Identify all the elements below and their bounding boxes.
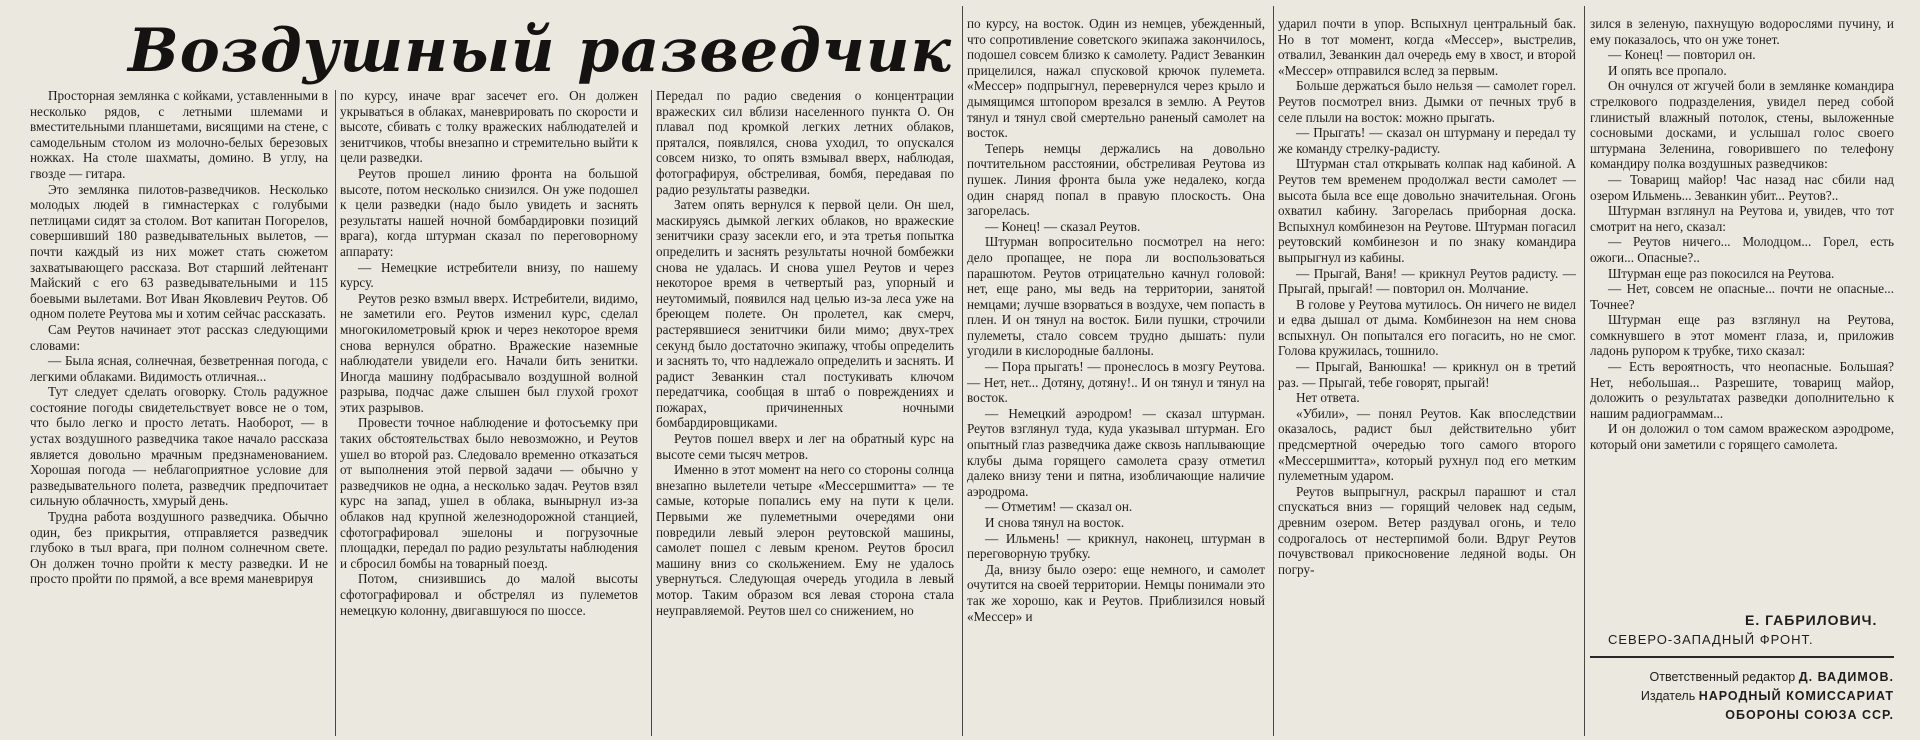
paragraph: — Товарищ майор! Час назад нас сбили над озером Ильмень... Зеванкин убит... Реутов?.. <box>1590 171 1894 203</box>
paragraph: — Прыгать! — сказал он штурману и передал ту же команду стрелку-радисту. <box>1278 125 1576 156</box>
publisher-name-continued: ОБОРОНЫ СОЮЗА ССР. <box>1725 708 1894 722</box>
editor-label: Ответственный редактор <box>1649 670 1796 684</box>
article-column-1 <box>30 88 328 738</box>
paragraph: — Есть вероятность, что неопасные. Большая? Нет, небольшая... Разрешите, товарищ майор, доложить о результатах разведки дополнительно к нашим радиограммам... <box>1590 359 1894 421</box>
paragraph: Штурман взглянул на Реутова и, увидев, что тот смотрит на него, сказал: <box>1590 203 1894 234</box>
dateline-front: СЕВЕРО-ЗАПАДНЫЙ ФРОНТ. <box>1608 632 1814 647</box>
paragraph: — Конец! — сказал Реутов. <box>985 218 1141 234</box>
paragraph: И снова тянул на восток. <box>985 515 1125 530</box>
publisher-line-2 <box>1590 706 1894 725</box>
column-rule <box>1273 6 1274 736</box>
column-rule <box>1584 6 1585 736</box>
paragraph: Он очнулся от жгучей боли в землянке командира стрелкового подразделения, увидел перед собой глинистый влажный потолок, стены, выложенные сосновыми досками, и услышал голос своего штурмана Зеленина, говорившего по телефону командиру полка воздушных разведчиков: <box>1590 78 1894 172</box>
paragraph: Штурман еще раз взглянул на Реутова, сомкнувшего в этот момент глаза, и, приложив ладонь рупором к трубке, тихо сказал: <box>1590 312 1894 359</box>
paragraph: — Ильмень! — крикнул, наконец, штурман в переговорную трубку. <box>967 530 1265 562</box>
paragraph: И опять все пропало. <box>1608 62 1727 78</box>
paragraph: зился в зеленую, пахнущую водорослями пучину, и ему показалось, что он уже тонет. <box>1590 16 1894 47</box>
imprint-divider <box>1590 656 1894 658</box>
paragraph: Больше держаться было нельзя — самолет горел. Реутов посмотрел вниз. Дымки от печных труб в селе плыли на восток: можно прыгать. <box>1278 78 1576 125</box>
paragraph: Реутов пошел вверх и лег на обратный курс на высоте семи тысяч метров. <box>656 431 954 462</box>
paragraph: Потом, снизившись до малой высоты сфотографировал и обстрелял из пулеметов немецкую колонну, двигавшуюся по шоссе. <box>340 571 638 618</box>
paragraph: Штурман стал открывать колпак над кабиной. А Реутов тем временем продолжал вести самолет — высота была все еще довольно значительная. Огонь охватил кабину. Загорелась приборная доска. Вспыхнул комбинезон на Реутове. Штурман погасил реутовский комбинезон и по знаку командира выпрыгнул из кабины. <box>1278 156 1576 265</box>
paragraph: ударил почти в упор. Вспыхнул центральный бак. Но в тот момент, когда «Мессер», выстрелив, отвалил, Зеванкин дал очередь ему в хвост, и второй «Мессер» отправился вслед за первым. <box>1278 16 1576 78</box>
article-column-6 <box>1590 16 1894 604</box>
paragraph: по курсу, на восток. Один из немцев, убежденный, что сопротивление советского экипажа закончилось, подошел совсем близко к самолету. Радист Зеванкин прицелился, нажал спусковой крючок пулемета. «Мессер» подпрыгнул, перевернулся через крыло и дымящимся штопором врезался в землю. А Реутов тянул и тянул свой смертельно раненый самолет на восток. <box>967 16 1265 141</box>
article-column-2 <box>340 88 638 738</box>
paragraph: — Пора прыгать! — пронеслось в мозгу Реутова. — Нет, нет... Дотяну, дотяну!.. И он тянул и тянул на восток. <box>967 359 1265 406</box>
article-column-3 <box>656 88 954 738</box>
paragraph: Реутов прошел линию фронта на большой высоте, потом несколько снизился. Он уже подошел к цели разведки (надо было увидеть и заснять результаты нашей ночной бомбардировки позиций врага), когда штурман сказал по переговорному аппарату: <box>340 165 638 259</box>
paragraph: Штурман еще раз покосился на Реутова. <box>1608 265 1835 281</box>
paragraph: Это землянка пилотов-разведчиков. Несколько молодых людей в гимнастерках с голубыми петлицами сидят за столом. Вот капитан Погорелов, совершивший 180 разведывательных вылетов, — почти каждый из них может стать сюжетом захватывающего рассказа. Вот старший лейтенант Майский с его 63 разведывательными и 115 боевыми вылетами. Вот Иван Яковлевич Реутов. Об одном полете Реутова мы и хотим сейчас рассказать. <box>30 181 328 322</box>
article-headline: Воздушный разведчик <box>128 16 952 86</box>
paragraph: — Отметим! — сказал он. <box>985 499 1133 515</box>
article-column-4 <box>967 16 1265 738</box>
paragraph: Сам Реутов начинает этот рассказ следующими словами: <box>30 321 328 353</box>
imprint-block <box>1590 668 1894 725</box>
paragraph: — Реутов ничего... Молодцом... Горел, есть ожоги... Опасные?.. <box>1590 234 1894 265</box>
paragraph: Нет ответа. <box>1296 390 1360 406</box>
paragraph: Именно в этот момент на него со стороны солнца внезапно вылетели четыре «Мессершмитта» — те самые, которые попались ему на пути к цели. Первыми же пулеметными очередями они повредили левый элерон реутовской машины, самолет пошел с левым креном. Реутов бросил машину вниз со скольжением. Ему не удалось увернуться. Следующая очередь угодила в левый мотор. Таким образом вся левая сторона стала неуправляемой. Реутов шел со снижением, но <box>656 462 954 618</box>
paragraph: — Была ясная, солнечная, безветренная погода, с легкими облаками. Видимость отличная... <box>30 353 328 384</box>
editor-name: Д. ВАДИМОВ. <box>1798 670 1894 684</box>
paragraph: Передал по радио сведения о концентрации вражеских сил вблизи населенного пункта О. Он плавал под кромкой легких летних облаков, прятался, появлялся, снова уходил, то опускался совсем низко, то опять взмывал вверх, наблюдая, фотографируя, обстреливая, бомбя, передавая по радио результаты разведки. <box>656 88 954 197</box>
editor-line <box>1590 668 1894 687</box>
paragraph: по курсу, иначе враг засечет его. Он должен укрываться в облаках, маневрировать по скорости и высоте, сбивать с толку вражеских наблюдателей и зенитчиков, чтобы внезапно и стремительно выйти к цели разведки. <box>340 88 638 166</box>
paragraph: Трудна работа воздушного разведчика. Обычно один, без прикрытия, отправляется разведчик глубоко в тыл врага, при полном солнечном свете. Он должен точно пройти к месту разведки. И не просто пройти по прямой, а все время маневрируя <box>30 509 328 587</box>
paragraph: — Нет, совсем не опасные... почти не опасные... Точнее? <box>1590 281 1894 312</box>
publisher-line <box>1590 687 1894 706</box>
paragraph: Реутов резко взмыл вверх. Истребители, видимо, не заметили его. Реутов изменил курс, сделал многокилометровый крюк и через некоторое время снова вернулся обратно. Вражеские наземные наблюдатели увидели его. Начали бить зенитки. Иногда машину подбрасывало воздушной волной разрыва, подчас даже слышен был глухой грохот этих разрывов. <box>340 290 638 415</box>
column-rule <box>335 90 336 736</box>
publisher-name: НАРОДНЫЙ КОМИССАРИАТ <box>1698 689 1894 703</box>
paragraph: — Конец! — повторил он. <box>1608 47 1756 63</box>
paragraph: Просторная землянка с койками, уставленными в несколько рядов, с летными шлемами и вместительными планшетами, висящими на стене, с самодельным столом из молочно-белых березовых ножках. На столе шахматы, домино. В углу, на гвозде — гитара. <box>30 88 328 181</box>
paragraph: Тут следует сделать оговорку. Столь радужное состояние погоды свидетельствует вовсе не о том, что было легко и просто летать. Наоборот, — в устах воздушного разведчика такое начало рассказа является довольно мрачным предзнаменованием. Хорошая погода — неблагоприятное условие для разведывательного полета, разведчик предпочитает сильную облачность, хмурый день. <box>30 384 328 509</box>
paragraph: В голове у Реутова мутилось. Он ничего не видел и едва дышал от дыма. Комбинезон на нем снова вспыхнул. Он попытался его погасить, но не смог. Голова кружилась, тошнило. <box>1278 296 1576 359</box>
paragraph: — Прыгай, Ванюшка! — крикнул он в третий раз. — Прыгай, тебе говорят, прыгай! <box>1278 359 1576 390</box>
paragraph: «Убили», — понял Реутов. Как впоследствии оказалось, радист был действительно убит предсмертной очередью того самого второго «Мессершмитта», который рухнул под его метким пулеметным ударом. <box>1278 405 1576 484</box>
paragraph: Провести точное наблюдение и фотосъемку при таких обстоятельствах было невозможно, и Реутов ушел во второй раз. Следовало временно отказаться от выполнения этой первой задачи — обычно у разведчиков не одна, а несколько задач. Реутов взял курс на запад, ушел в облака, вынырнул из-за облаков над крупной железнодорожной станцией, сфотографировал эшелоны и погрузочные площадки, передал по радио результаты наблюдения и сбросил бомбы на товарный поезд. <box>340 415 638 571</box>
column-rule <box>651 90 652 736</box>
paragraph: — Прыгай, Ваня! — крикнул Реутов радисту. — Прыгай, прыгай! — повторил он. Молчание. <box>1278 265 1576 297</box>
paragraph: Теперь немцы держались на довольно почтительном расстоянии, обстреливая Реутова из пушек. Линия фронта была уже недалеко, когда один снаряд попал в правую плоскость. Она загорелась. <box>967 140 1265 219</box>
paragraph: Штурман вопросительно посмотрел на него: дело пропащее, не пора ли воспользоваться парашютом. Реутов отрицательно качнул головой: нет, еще рано, мы ведь на территории, занятой немцами; лучше взорваться в воздухе, чем попасть в плен. И он тянул на восток. Били пушки, строчили пулеметы, стало совсем трудно дышать: пули угодили в кислородные баллоны. <box>967 234 1265 359</box>
paragraph: Затем опять вернулся к первой цели. Он шел, маскируясь дымкой легких облаков, но вражеские зенитчики сразу засекли его, и эта третья попытка определить и заснять результаты ночной бомбежки снова не удалась. И снова ушел Реутов и через некоторое время в четвертый раз, упорный и неутомимый, появился над целью из-за леса уже на бреющем полете. Он пролетел, как смерч, растерявшиеся зенитчики били мимо; двух-трех секунд было достаточно экипажу, чтобы определить и заснять то, что надлежало определить и заснять. И радист Зеванкин стал постукивать ключом передатчика, сообщая в штаб о повреждениях и пожарах, причиненных ночными бомбардировщиками. <box>656 197 954 431</box>
paragraph: Реутов выпрыгнул, раскрыл парашют и стал спускаться вниз — горящий человек над седым, древним озером. Ветер раздувал огонь, и тело содрогалось от нестерпимой боли. Вдруг Реутов почувствовал прикосновение ледяной воды. Он погру- <box>1278 483 1576 577</box>
paragraph: — Немецкий аэродром! — сказал штурман. Реутов взглянул туда, куда указывал штурман. Его опытный глаз разведчика даже сквозь наплывающие клубы дыма горящего самолета сразу отметил далеко внизу тени и пятна, изобличающие наличие аэродрома. <box>967 405 1265 499</box>
article-column-5 <box>1278 16 1576 738</box>
paragraph: Да, внизу было озеро: еще немного, и самолет очутится на своей территории. Немцы понимали это так же хорошо, как и Реутов. Приблизился новый «Мессер» и <box>967 561 1265 624</box>
paragraph: И он доложил о том самом вражеском аэродроме, который они заметили с горящего самолета. <box>1590 421 1894 453</box>
paragraph: — Немецкие истребители внизу, по нашему курсу. <box>340 259 638 291</box>
publisher-label: Издатель <box>1640 689 1696 703</box>
author-signature: Е. ГАБРИЛОВИЧ. <box>1745 612 1878 628</box>
column-rule <box>962 6 963 736</box>
